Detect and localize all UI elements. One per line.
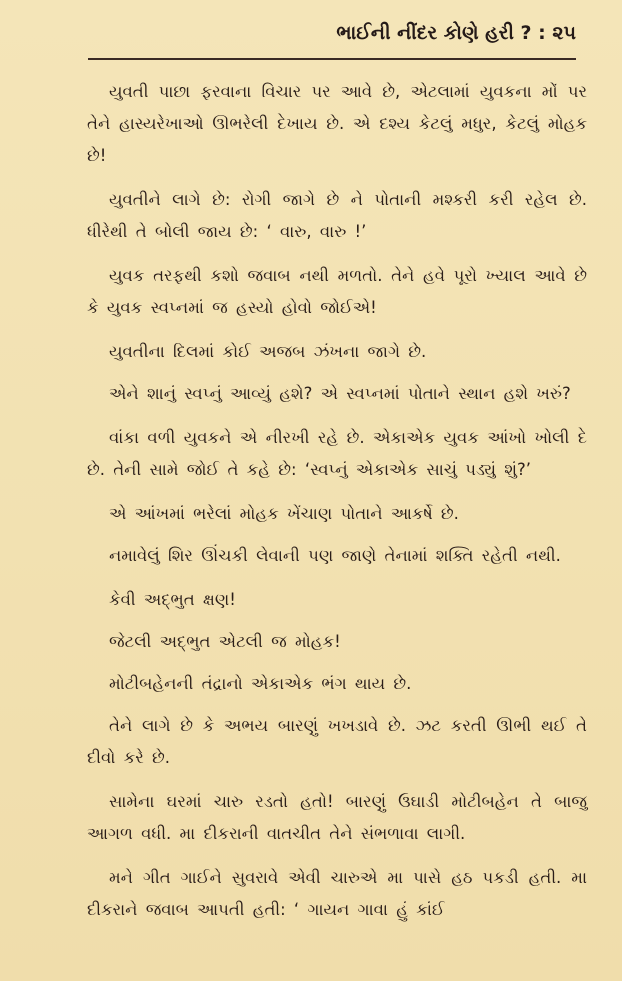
paragraph: યુવતી પાછા ફરવાના વિચાર પર આવે છે, એટલામાં યુવકના મોં પર તેને હાસ્યરેખાઓ ઊભરેલી દેખાય છે. એ દશ્ય કેટલું મધુર, કેટલું મોહક છે! <box>87 82 587 165</box>
body-text <box>87 76 587 938</box>
paragraph: કેવી અદ્ભુત ક્ષણ! <box>109 590 236 609</box>
paragraph: યુવક તરફથી કશો જવાબ નથી મળતો. તેને હવે પૂરો ખ્યાલ આવે છે કે યુવક સ્વપ્નમાં જ હસ્યો હોવો જોઈએ! <box>87 266 587 317</box>
paragraph: મને ગીત ગાઈને સુવરાવે એવી ચારુએ મા પાસે હઠ પકડી હતી. મા દીકરાને જવાબ આપતી હતી: ‘ ગાયન ગાવા હું કાંઈ <box>87 868 587 919</box>
paragraph: યુવતીના દિલમાં કોઈ અજબ ઝંખના જાગે છે. <box>109 342 427 361</box>
header-rule <box>88 58 576 60</box>
paragraph: નમાવેલું શિર ઊંચકી લેવાની પણ જાણે તેનામાં શક્તિ રહેતી નથી. <box>109 546 561 565</box>
paragraph: મોટીબહેનની તંદ્રાનો એકાએક ભંગ થાય છે. <box>109 674 412 693</box>
paragraph: સામેના ઘરમાં ચારુ રડતો હતો! બારણું ઉઘાડી મોટીબહેન તે બાજુ આગળ વધી. મા દીકરાની વાતચીત તેને સંભળાવા લાગી. <box>87 792 587 843</box>
paragraph: એ આંખમાં ભરેલાં મોહક ખેંચાણ પોતાને આકર્ષે છે. <box>109 504 459 523</box>
paragraph: તેને લાગે છે કે અભય બારણું ખખડાવે છે. ઝટ કરતી ઊભી થઈ તે દીવો કરે છે. <box>87 716 587 767</box>
paragraph: યુવતીને લાગે છે: રોગી જાગે છે ને પોતાની મશ્કરી કરી રહેલ છે. ધીરેથી તે બોલી જાય છે: ‘ વારુ, વારુ !’ <box>87 190 587 241</box>
running-header: ભાઈની નીંદર કોણે હરી ? : ૨૫ <box>336 22 576 44</box>
paragraph: એને શાનું સ્વપ્નું આવ્યું હશે? એ સ્વપ્નમાં પોતાને સ્થાન હશે ખરું? <box>109 384 571 403</box>
paragraph: જેટલી અદ્ભુત એટલી જ મોહક! <box>109 632 341 651</box>
paragraph: વાંકા વળી યુવકને એ નીરખી રહે છે. એકાએક યુવક આંખો ખોલી દે છે. તેની સામે જોઈ તે કહે છે: ‘સ્વપ્નું એકાએક સાચું પડ્યું શું?’ <box>87 428 587 479</box>
